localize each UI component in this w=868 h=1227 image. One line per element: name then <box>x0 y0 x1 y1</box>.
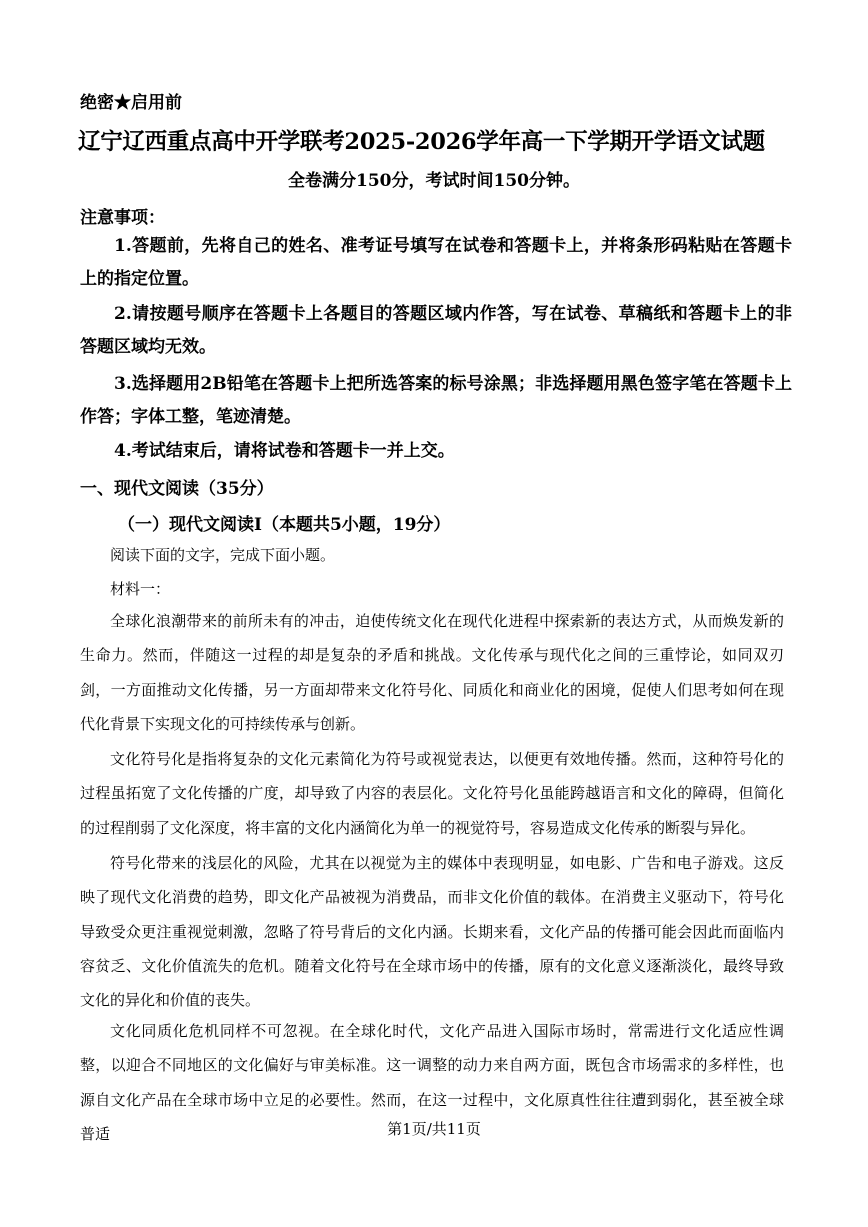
notice-item-3: 3.选择题用2B铅笔在答题卡上把所选答案的标号涂黑；非选择题用黑色签字笔在答题卡上作答；字体工整，笔迹清楚。 <box>80 374 792 427</box>
material-label: 材料一： <box>110 580 171 598</box>
notice-item-1: 1.答题前，先将自己的姓名、准考证号填写在试卷和答题卡上，并将条形码粘贴在答题卡上的指定位置。 <box>80 236 792 289</box>
subsection-heading: （一）现代文阅读Ⅰ（本题共5小题，19分） <box>118 515 451 535</box>
paragraph-3: 符号化带来的浅层化的风险，尤其在以视觉为主的媒体中表现明显，如电影、广告和电子游戏。这反映了现代文化消费的趋势，即文化产品被视为消费品，而非文化价值的载体。在消费主义驱动下，符号化导致受众更注重视觉刺激，忽略了符号背后的文化内涵。长期来看，文化产品的传播可能会因此而面临内容贫乏、文化价值流失的危机。随着文化符号在全球市场中的传播，原有的文化意义逐渐淡化，最终导致文化的异化和价值的丧失。 <box>80 854 784 1010</box>
paragraph-1: 全球化浪潮带来的前所未有的冲击，迫使传统文化在现代化进程中探索新的表达方式，从而焕发新的生命力。然而，伴随这一过程的却是复杂的矛盾和挑战。文化传承与现代化之间的三重悖论，如同双刃剑，一方面推动文化传播，另一方面却带来文化符号化、同质化和商业化的困境，促使人们思考如何在现代化背景下实现文化的可持续传承与创新。 <box>80 612 784 733</box>
exam-subtitle: 全卷满分150分，考试时间150分钟。 <box>288 171 580 191</box>
notice-item-2: 2.请按题号顺序在答题卡上各题目的答题区域内作答，写在试卷、草稿纸和答题卡上的非答题区域均无效。 <box>80 304 792 357</box>
notice-heading: 注意事项： <box>80 208 165 228</box>
paragraph-2: 文化符号化是指将复杂的文化元素简化为符号或视觉表达，以便更有效地传播。然而，这种符号化的过程虽拓宽了文化传播的广度，却导致了内容的表层化。文化符号化虽能跨越语言和文化的障碍，但简化的过程削弱了文化深度，将丰富的文化内涵简化为单一的视觉符号，容易造成文化传承的断裂与异化。 <box>80 750 784 837</box>
exam-title: 辽宁辽西重点高中开学联考2025-2026学年高一下学期开学语文试题 <box>78 129 765 155</box>
paragraph-4: 文化同质化危机同样不可忽视。在全球化时代，文化产品进入国际市场时，常需进行文化适应性调整，以迎合不同地区的文化偏好与审美标准。这一调整的动力来自两方面，既包含市场需求的多样性，也源自文化产品在全球市场中立足的必要性。然而，在这一过程中，文化原真性往往遭到弱化，甚至被全球普适 <box>80 1022 784 1143</box>
secret-label: 绝密★启用前 <box>80 93 182 113</box>
section-heading: 一、现代文阅读（35分） <box>80 479 274 499</box>
notice-item-4: 4.考试结束后，请将试卷和答题卡一并上交。 <box>114 441 455 461</box>
reading-instruction: 阅读下面的文字，完成下面小题。 <box>110 546 336 564</box>
page-number: 第1页/共11页 <box>387 1120 481 1138</box>
